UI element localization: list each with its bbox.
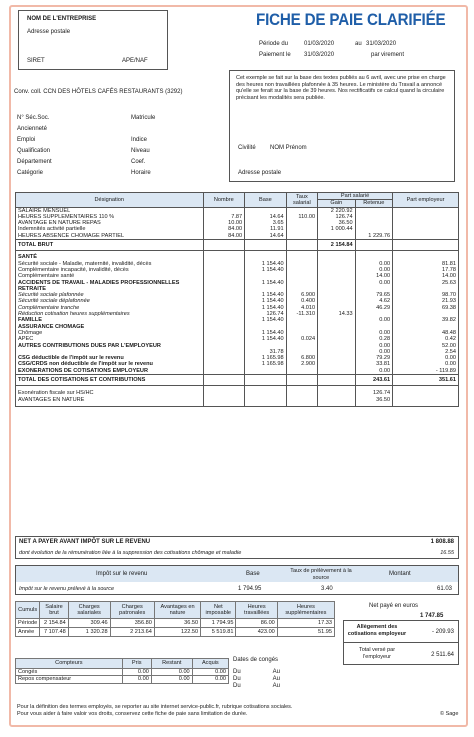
col-taux: Taux salarial: [286, 193, 317, 208]
row-retenue: 14.00: [355, 273, 393, 279]
employee-box: [229, 70, 455, 182]
income-tax-rate: 3.40: [321, 586, 333, 592]
row-label: Chômage: [16, 330, 204, 336]
row-base: 126.74: [245, 311, 287, 317]
col-part-salarie: Part salarié: [318, 193, 393, 200]
gains-section: [16, 207, 459, 239]
row-retenue: 79.29: [355, 355, 393, 361]
row-retenue: 0.00: [355, 343, 393, 349]
total-contributions-section: [16, 375, 459, 407]
row-employeur: [393, 251, 459, 261]
civility-label: Civilité: [238, 145, 256, 151]
cumuls-header: Charges patronales: [110, 602, 154, 619]
row-base: 1 154.40: [245, 317, 287, 323]
cumuls-header: Net imposable: [201, 602, 236, 619]
row-taux: [286, 233, 317, 240]
period-to: 31/03/2020: [366, 41, 397, 47]
row-employeur: 48.48: [393, 330, 459, 336]
row-base: [245, 207, 287, 214]
field-label: [131, 126, 155, 137]
row-taux: 0.024: [286, 336, 317, 342]
footer-brand: © Sage: [440, 711, 459, 717]
field-label: Indice: [131, 137, 148, 143]
company-siret: SIRET: [27, 58, 45, 64]
row-gain: [318, 368, 356, 375]
row-label: RETRAITE: [16, 286, 204, 292]
cumuls-cell: 356.80: [110, 619, 154, 628]
company-ape: APE/NAF: [122, 58, 148, 64]
row-nombre: 84.00: [203, 226, 245, 232]
holiday-to-label: Au: [272, 683, 281, 689]
footer-text-2: Pour vous aider à faire valoir vos droits, conservez cette fiche de paie sans limitation de durée.: [17, 711, 248, 717]
counters-cell: 0.00: [192, 668, 228, 676]
row-taux: [286, 207, 317, 214]
row-nombre: 84.00: [203, 233, 245, 240]
pay-date: 31/03/2020: [304, 52, 335, 58]
income-tax-box: [15, 565, 459, 595]
row-gain: 36.50: [318, 220, 356, 226]
row-nombre: [203, 251, 245, 261]
income-tax-header-label: Impôt sur le revenu: [96, 571, 148, 577]
employee-name: NOM Prénom: [270, 145, 307, 151]
col-part-employeur: Part employeur: [393, 193, 459, 208]
row-base: 1 165.98: [245, 361, 287, 367]
row-retenue: 0.28: [355, 336, 393, 342]
gain-row: [16, 207, 459, 214]
row-gain: [318, 233, 356, 240]
period-from: 01/03/2020: [304, 41, 335, 47]
row-base: 1 154.40: [245, 336, 287, 342]
row-employeur: 0.00: [393, 355, 459, 361]
cumuls-cell: 7 107.48: [40, 628, 68, 637]
row-nombre: [203, 207, 245, 214]
row-base: 1 154.40: [245, 267, 287, 273]
row-retenue: 4.62: [355, 298, 393, 304]
row-label: Complémentaire santé: [16, 273, 204, 279]
employer-total-label: Total versé par l'employeur: [358, 647, 396, 660]
cumuls-cell: Période: [16, 619, 40, 628]
employee-address: Adresse postale: [238, 170, 282, 176]
cumuls-year-row: [16, 628, 335, 637]
row-taux: [286, 368, 317, 375]
counters-cell: 0.00: [122, 668, 151, 676]
row-nombre: 7.87: [203, 214, 245, 220]
row-retenue: 0.00: [355, 330, 393, 336]
employee-fields-right: [131, 115, 155, 181]
cumuls-cell: 51.95: [277, 628, 334, 637]
row-base: 1 165.98: [245, 355, 287, 361]
row-label: Sécurité sociale plafonnée: [16, 292, 204, 298]
cumuls-cell: 86.00: [236, 619, 277, 628]
cumuls-header-row: [16, 602, 335, 619]
holiday-dates-title: Dates de congés: [233, 657, 279, 663]
net-label: NET A PAYER AVANT IMPÔT SUR LE REVENU: [19, 539, 151, 545]
row-employeur: - 119.89: [393, 368, 459, 375]
reduction-label: Allègement des cotisations employeur: [347, 624, 407, 637]
reduction-value: - 209.93: [431, 629, 454, 635]
col-nombre: Nombre: [203, 193, 245, 208]
row-taux: [286, 251, 317, 261]
row-base: 14.64: [245, 233, 287, 240]
counters-cell: Congés: [16, 668, 123, 676]
row-label: Réduction cotisation heures supplémentaires: [16, 311, 204, 317]
row-label: Complémentaire tranche: [16, 305, 204, 311]
row-employeur: 98.70: [393, 292, 459, 298]
row-label: HEURES ABSENCE CHÔMAGE PARTIEL: [16, 233, 204, 240]
row-gain: 14.33: [318, 311, 356, 317]
row-retenue: 33.81: [355, 361, 393, 367]
contribution-row: [16, 251, 459, 261]
row-employeur: 0.42: [393, 336, 459, 342]
row-employeur: 0.00: [393, 361, 459, 367]
row-gain: [318, 251, 356, 261]
counters-header: Pris: [122, 659, 151, 669]
row-label: FAMILLE: [16, 317, 204, 323]
row-employeur: 69.38: [393, 305, 459, 311]
company-box: [18, 10, 168, 70]
field-label: Emploi: [17, 137, 36, 143]
row-employeur: 2.54: [393, 349, 459, 355]
row-base: 1 154.40: [245, 298, 287, 304]
row-base: 1 154.40: [245, 305, 287, 311]
counters-cell: 0.00: [192, 676, 228, 684]
counters-cell: Repos compensateur: [16, 676, 123, 684]
holiday-from-label: Du: [233, 683, 241, 689]
footer-text-1: Pour la définition des termes employés, se reporter au site internet service-public.fr, rubrique cotisations sociales.: [17, 704, 293, 710]
counters-cell: 0.00: [122, 676, 151, 684]
cumuls-header: Avantages en nature: [154, 602, 200, 619]
row-employeur: 81.81: [393, 261, 459, 267]
row-taux: -11.310: [286, 311, 317, 317]
cumuls-cell: 2 213.64: [110, 628, 154, 637]
net-sub-value: 16.55: [440, 550, 454, 556]
collective-agreement: Conv. coll. CCN DES HÔTELS CAFÉS RESTAURANTS (3292): [14, 89, 183, 95]
row-taux: 110.00: [286, 214, 317, 220]
income-tax-header-amount: Montant: [389, 571, 411, 577]
row-base: 1 154.40: [245, 261, 287, 267]
row-employeur: 17.78: [393, 267, 459, 273]
field-label: Département: [17, 159, 52, 165]
cumuls-header: Heures travaillées: [236, 602, 277, 619]
row-employeur: [393, 207, 459, 214]
row-taux: 4.010: [286, 305, 317, 311]
row-base: 1 154.40: [245, 280, 287, 286]
col-retenue: Retenue: [355, 200, 393, 207]
counters-repos-row: [16, 676, 229, 684]
counters-header: Restant: [151, 659, 192, 669]
row-retenue: 1 229.76: [355, 233, 393, 240]
row-gain: 2 220.92: [318, 207, 356, 214]
row-base: 3.65: [245, 220, 287, 226]
row-taux: 0.400: [286, 298, 317, 304]
row-nombre: [203, 368, 245, 375]
counters-cell: 0.00: [151, 676, 192, 684]
row-gain: 126.74: [318, 214, 356, 220]
holiday-to-label: Au: [272, 669, 281, 675]
row-retenue: 0.00: [355, 368, 393, 375]
row-employeur: [393, 233, 459, 240]
pay-method: virement: [381, 52, 405, 58]
counters-cell: 0.00: [151, 668, 192, 676]
income-tax-base: 1 794.95: [238, 586, 262, 592]
field-label: Catégorie: [17, 170, 44, 176]
total-contributions-label: TOTAL DES COTISATIONS ET CONTRIBUTIONS: [16, 375, 204, 386]
row-retenue: 46.29: [355, 305, 393, 311]
counters-header: Acquis: [192, 659, 228, 669]
row-retenue: 0.00: [355, 267, 393, 273]
cumuls-cell: 309.46: [68, 619, 110, 628]
net-paid-label: Net payé en euros: [369, 603, 419, 609]
row-label: APEC: [16, 336, 204, 342]
row-retenue: 0.00: [355, 261, 393, 267]
row-base: [245, 368, 287, 375]
page-title: FICHE DE PAIE CLARIFIÉE: [256, 11, 446, 29]
row-nombre: 10.00: [203, 220, 245, 226]
income-tax-header-base: Base: [246, 571, 260, 577]
row-base: [245, 251, 287, 261]
cumuls-cell: 2 154.84: [40, 619, 68, 628]
contributions-section: [16, 251, 459, 375]
holiday-from-label: Du: [233, 676, 241, 682]
net-paid-value: 1 747.85: [420, 613, 444, 619]
income-tax-amount: 61.03: [437, 586, 453, 592]
gain-row: [16, 233, 459, 240]
row-label: CSG/CRDS non déductible de l'impôt sur le revenu: [16, 361, 204, 367]
period-label: Période du: [259, 41, 289, 47]
cumuls-period-row: [16, 619, 335, 628]
employer-total-value: 2 511.64: [431, 652, 454, 658]
col-designation: Désignation: [16, 193, 204, 208]
row-retenue: [355, 251, 393, 261]
pay-method-label: par: [371, 52, 380, 58]
row-taux: 2.900: [286, 361, 317, 367]
avantages-value: 36.50: [355, 397, 393, 407]
period-to-label: au: [355, 41, 362, 47]
total-brut-value: 2 154.84: [318, 240, 356, 251]
field-label: N° Séc.Soc.: [17, 115, 50, 121]
avantages-label: AVANTAGES EN NATURE: [16, 397, 204, 407]
row-base: 1 154.40: [245, 292, 287, 298]
row-label: SANTÉ: [16, 251, 204, 261]
total-brut-section: [16, 240, 459, 251]
company-address: Adresse postale: [27, 29, 71, 35]
counters-conges-row: [16, 668, 229, 676]
counters-header-row: [16, 659, 229, 669]
cumuls-cell: 1 794.95: [201, 619, 236, 628]
counters-header: Compteurs: [16, 659, 123, 669]
counters-table: [15, 658, 229, 684]
row-label: SALAIRE MENSUEL: [16, 207, 204, 214]
cumuls-header: Heures supplémentaires: [277, 602, 334, 619]
row-base: 14.64: [245, 214, 287, 220]
cumuls-header: Charges salariales: [68, 602, 110, 619]
pay-date-label: Paiement le: [259, 52, 291, 58]
row-employeur: 14.00: [393, 273, 459, 279]
row-label: EXONERATIONS DE COTISATIONS EMPLOYEUR: [16, 368, 204, 375]
row-label: Complémentaire incapacité, invalidité, décès: [16, 267, 204, 273]
row-label: Indemnités activité partielle: [16, 226, 204, 232]
cumuls-table: [15, 601, 335, 637]
cumuls-cell: 17.33: [277, 619, 334, 628]
row-retenue: 0.00: [355, 317, 393, 323]
row-employeur: 25.63: [393, 280, 459, 286]
row-label: AVANTAGE EN NATURE REPAS: [16, 220, 204, 226]
row-retenue: 0.00: [355, 349, 393, 355]
row-employeur: 39.82: [393, 317, 459, 323]
row-retenue: 0.00: [355, 280, 393, 286]
row-base: 1 154.40: [245, 330, 287, 336]
col-base: Base: [245, 193, 287, 208]
row-employeur: 52.00: [393, 343, 459, 349]
row-taux: 6.900: [286, 292, 317, 298]
field-label: Niveau: [131, 148, 150, 154]
cumuls-header: Salaire brut: [40, 602, 68, 619]
field-label: Horaire: [131, 170, 151, 176]
cumuls-cell: 1 320.28: [68, 628, 110, 637]
total-brut-label: TOTAL BRUT: [16, 240, 204, 251]
holiday-to-label: Au: [272, 676, 281, 682]
exo-hs-label: Exonération fiscale sur HS/HC: [16, 386, 204, 397]
total-contributions-retenue: 243.61: [355, 375, 393, 386]
row-label: AUTRES CONTRIBUTIONS DUES PAR L'EMPLOYEUR: [16, 343, 204, 349]
row-gain: 1 000.44: [318, 226, 356, 232]
field-label: Matricule: [131, 115, 156, 121]
cumuls-header: Cumuls: [16, 602, 40, 619]
exo-hs-value: 126.74: [355, 386, 393, 397]
company-name: NOM DE L'ENTREPRISE: [27, 16, 97, 22]
explanatory-note: Cet exemple se fait sur la base des textes publiés au 6 avril, avec une prise en charge des heures non travaillées plafonnée à 35 heures. Le ministère du Travail a annoncé qu'elle se ferait sur la base de 39 heures. Nos rectificatifs ce calcul quand la circulaire précisant les modalités sera publiée.: [236, 75, 446, 101]
net-box: [15, 536, 459, 559]
income-tax-row-label: Impôt sur le revenu prélevé à la source: [19, 586, 115, 592]
col-gain: Gain: [318, 200, 356, 207]
row-retenue: [355, 207, 393, 214]
row-label: Sécurité sociale - Maladie, maternité, invalidité, décès: [16, 261, 204, 267]
cumuls-cell: Année: [16, 628, 40, 637]
total-contributions-employeur: 351.61: [393, 375, 459, 386]
row-label: ACCIDENTS DE TRAVAIL - MALADIES PROFESSIONNELLES: [16, 280, 204, 286]
row-label: HEURES SUPPLEMENTAIRES 110 %: [16, 214, 204, 220]
row-employeur: 21.93: [393, 298, 459, 304]
row-base: 31.78: [245, 349, 287, 355]
row-retenue: 79.65: [355, 292, 393, 298]
row-label: Sécurité sociale déplafonnée: [16, 298, 204, 304]
net-value: 1 808.88: [430, 539, 454, 545]
holiday-from-label: Du: [233, 669, 241, 675]
row-taux: 6.800: [286, 355, 317, 361]
row-label: CSG déductible de l'impôt sur le revenu: [16, 355, 204, 361]
cumuls-cell: 423.00: [236, 628, 277, 637]
net-sub-label: dont évolution de la rémunération liée à la suppression des cotisations chômage et maladie: [19, 550, 242, 556]
payslip-table: [15, 192, 459, 407]
contribution-row: [16, 368, 459, 375]
cumuls-cell: 36.50: [154, 619, 200, 628]
income-tax-header-rate: Taux de prélèvement à la source: [290, 568, 352, 581]
row-label: ASSURANCE CHÔMAGE: [16, 324, 204, 330]
holiday-dates-grid: [233, 669, 280, 690]
field-label: Qualification: [17, 148, 51, 154]
field-label: Coef.: [131, 159, 146, 165]
row-base: 11.91: [245, 226, 287, 232]
employee-fields-left: [17, 115, 52, 181]
field-label: Ancienneté: [17, 126, 48, 132]
employer-box: [343, 620, 459, 665]
cumuls-cell: 122.50: [154, 628, 200, 637]
cumuls-cell: 5 519.81: [201, 628, 236, 637]
